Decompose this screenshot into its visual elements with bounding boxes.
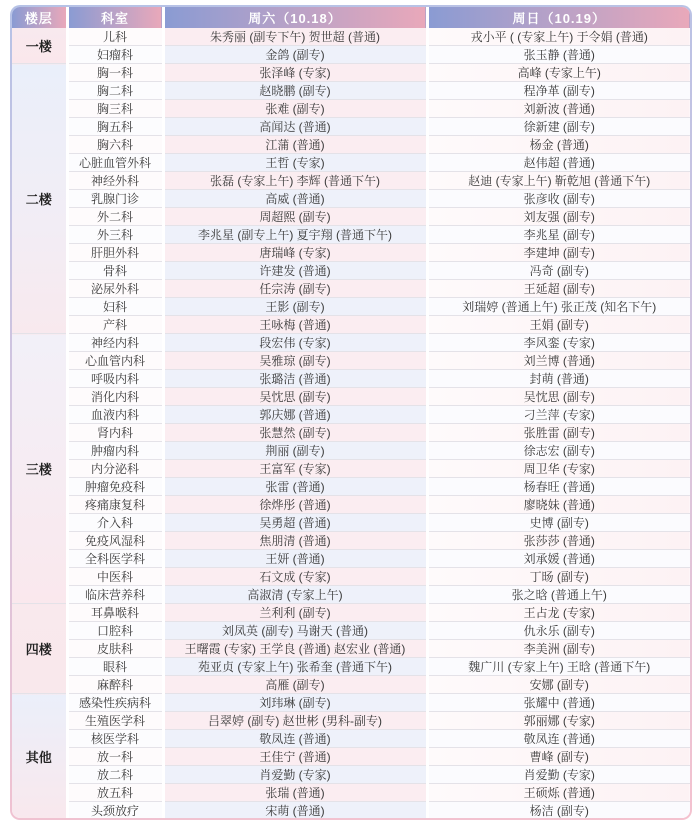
sunday-cell: 肖爱勤 (专家): [427, 766, 690, 784]
saturday-cell: 王富军 (专家): [163, 460, 427, 478]
sunday-cell: 张胜雷 (副专): [427, 424, 690, 442]
table-row: [12, 748, 690, 766]
saturday-cell: 王哲 (专家): [163, 154, 427, 172]
header-sunday: 周日（10.19）: [427, 7, 690, 28]
table-row: [12, 712, 690, 730]
table-row: [12, 280, 690, 298]
department-cell: 全科医学科: [67, 550, 163, 568]
saturday-cell: 李兆星 (副专上午) 夏宇翔 (普通下午): [163, 226, 427, 244]
table-row: [12, 100, 690, 118]
sunday-cell: 王延超 (副专): [427, 280, 690, 298]
saturday-cell: 王咏梅 (普通): [163, 316, 427, 334]
department-cell: 肝胆外科: [67, 244, 163, 262]
department-cell: 放五科: [67, 784, 163, 802]
department-cell: 胸一科: [67, 64, 163, 82]
department-cell: 妇科: [67, 298, 163, 316]
sunday-cell: 徐志宏 (副专): [427, 442, 690, 460]
sunday-cell: 张莎莎 (普通): [427, 532, 690, 550]
sunday-cell: 李建坤 (副专): [427, 244, 690, 262]
sunday-cell: 杨洁 (副专): [427, 802, 690, 819]
table-row: [12, 388, 690, 406]
table-row: [12, 694, 690, 712]
department-cell: 心脏血管外科: [67, 154, 163, 172]
saturday-cell: 周超熙 (副专): [163, 208, 427, 226]
saturday-cell: 张璐洁 (普通): [163, 370, 427, 388]
department-cell: 胸五科: [67, 118, 163, 136]
saturday-cell: 任宗涛 (副专): [163, 280, 427, 298]
department-cell: 放二科: [67, 766, 163, 784]
table-row: [12, 442, 690, 460]
table-header: [12, 7, 690, 28]
table-row: [12, 496, 690, 514]
sunday-cell: 史博 (副专): [427, 514, 690, 532]
sunday-cell: 王硕烁 (普通): [427, 784, 690, 802]
saturday-cell: 郭庆娜 (普通): [163, 406, 427, 424]
sunday-cell: 李美洲 (副专): [427, 640, 690, 658]
sunday-cell: 刘友强 (副专): [427, 208, 690, 226]
saturday-cell: 吴雅琼 (副专): [163, 352, 427, 370]
saturday-cell: 张瑞 (普通): [163, 784, 427, 802]
table-row: [12, 316, 690, 334]
saturday-cell: 吕翠婷 (副专) 赵世彬 (男科-副专): [163, 712, 427, 730]
sunday-cell: 张之晗 (普通上午): [427, 586, 690, 604]
department-cell: 心血管内科: [67, 352, 163, 370]
table-row: [12, 550, 690, 568]
sunday-cell: 程净革 (副专): [427, 82, 690, 100]
saturday-cell: 宋萌 (普通): [163, 802, 427, 819]
schedule-table-body: [12, 28, 690, 818]
table-row: [12, 532, 690, 550]
table-row: [12, 460, 690, 478]
table-row: [12, 514, 690, 532]
table-row: [12, 568, 690, 586]
table-row: [12, 622, 690, 640]
sunday-cell: 周卫华 (专家): [427, 460, 690, 478]
sunday-cell: 徐新建 (副专): [427, 118, 690, 136]
schedule-table: [12, 7, 690, 818]
sunday-cell: 敬凤连 (普通): [427, 730, 690, 748]
table-row: [12, 406, 690, 424]
saturday-cell: 高威 (普通): [163, 190, 427, 208]
table-row: [12, 226, 690, 244]
saturday-cell: 敬凤连 (普通): [163, 730, 427, 748]
saturday-cell: 段宏伟 (专家): [163, 334, 427, 352]
saturday-cell: 徐烨彤 (普通): [163, 496, 427, 514]
department-cell: 乳腺门诊: [67, 190, 163, 208]
sunday-cell: 李风銮 (专家): [427, 334, 690, 352]
table-row: [12, 730, 690, 748]
sunday-cell: 张玉静 (普通): [427, 46, 690, 64]
department-cell: 介入科: [67, 514, 163, 532]
table-inner: [12, 7, 690, 818]
saturday-cell: 朱秀丽 (副专下午) 贺世超 (普通): [163, 28, 427, 46]
sunday-cell: 丁旸 (副专): [427, 568, 690, 586]
saturday-cell: 肖爱勤 (专家): [163, 766, 427, 784]
table-row: [12, 118, 690, 136]
saturday-cell: 高雁 (副专): [163, 676, 427, 694]
table-row: [12, 64, 690, 82]
sunday-cell: 冯奇 (副专): [427, 262, 690, 280]
department-cell: 内分泌科: [67, 460, 163, 478]
table-row: [12, 766, 690, 784]
sunday-cell: 仇永乐 (副专): [427, 622, 690, 640]
saturday-cell: 焦朋清 (普通): [163, 532, 427, 550]
department-cell: 神经外科: [67, 172, 163, 190]
department-cell: 耳鼻喉科: [67, 604, 163, 622]
saturday-cell: 许建发 (普通): [163, 262, 427, 280]
sunday-cell: 刘兰博 (普通): [427, 352, 690, 370]
saturday-cell: 王影 (副专): [163, 298, 427, 316]
table-row: [12, 154, 690, 172]
table-row: [12, 802, 690, 819]
sunday-cell: 高峰 (专家上午): [427, 64, 690, 82]
header-floor: 楼层: [12, 7, 67, 28]
sunday-cell: 吴忱思 (副专): [427, 388, 690, 406]
sunday-cell: 王占龙 (专家): [427, 604, 690, 622]
sunday-cell: 曹峰 (副专): [427, 748, 690, 766]
department-cell: 儿科: [67, 28, 163, 46]
saturday-cell: 金鸽 (副专): [163, 46, 427, 64]
table-frame: [10, 5, 692, 820]
saturday-cell: 王妍 (普通): [163, 550, 427, 568]
saturday-cell: 赵晓鹏 (副专): [163, 82, 427, 100]
saturday-cell: 张难 (副专): [163, 100, 427, 118]
saturday-cell: 江蒲 (普通): [163, 136, 427, 154]
saturday-cell: 苑亚贞 (专家上午) 张希奎 (普通下午): [163, 658, 427, 676]
floor-cell: 三楼: [12, 334, 67, 604]
department-cell: 产科: [67, 316, 163, 334]
saturday-cell: 张雷 (普通): [163, 478, 427, 496]
sunday-cell: 刁兰萍 (专家): [427, 406, 690, 424]
department-cell: 放一科: [67, 748, 163, 766]
sunday-cell: 郭丽娜 (专家): [427, 712, 690, 730]
table-row: [12, 676, 690, 694]
department-cell: 肿瘤内科: [67, 442, 163, 460]
floor-cell: 二楼: [12, 64, 67, 334]
table-row: [12, 604, 690, 622]
sunday-cell: 戎小平 ( (专家上午) 于令娟 (普通): [427, 28, 690, 46]
department-cell: 神经内科: [67, 334, 163, 352]
department-cell: 胸二科: [67, 82, 163, 100]
department-cell: 骨科: [67, 262, 163, 280]
department-cell: 肾内科: [67, 424, 163, 442]
sunday-cell: 刘新波 (普通): [427, 100, 690, 118]
sunday-cell: 赵迪 (专家上午) 靳乾旭 (普通下午): [427, 172, 690, 190]
saturday-cell: 石文成 (专家): [163, 568, 427, 586]
table-row: [12, 370, 690, 388]
table-row: [12, 244, 690, 262]
sunday-cell: 廖晓妹 (普通): [427, 496, 690, 514]
department-cell: 核医学科: [67, 730, 163, 748]
floor-cell: 其他: [12, 694, 67, 819]
department-cell: 外二科: [67, 208, 163, 226]
saturday-cell: 荆丽 (副专): [163, 442, 427, 460]
sunday-cell: 张彦收 (副专): [427, 190, 690, 208]
department-cell: 胸三科: [67, 100, 163, 118]
department-cell: 口腔科: [67, 622, 163, 640]
saturday-cell: 吴忱思 (副专): [163, 388, 427, 406]
saturday-cell: 刘玮琳 (副专): [163, 694, 427, 712]
sunday-cell: 张耀中 (普通): [427, 694, 690, 712]
saturday-cell: 王佳宁 (普通): [163, 748, 427, 766]
department-cell: 皮肤科: [67, 640, 163, 658]
department-cell: 头颈放疗: [67, 802, 163, 819]
sunday-cell: 王娟 (副专): [427, 316, 690, 334]
department-cell: 生殖医学科: [67, 712, 163, 730]
table-row: [12, 298, 690, 316]
department-cell: 眼科: [67, 658, 163, 676]
saturday-cell: 张慧然 (副专): [163, 424, 427, 442]
table-row: [12, 784, 690, 802]
department-cell: 肿瘤免疫科: [67, 478, 163, 496]
table-row: [12, 262, 690, 280]
department-cell: 妇瘤科: [67, 46, 163, 64]
sunday-cell: 安娜 (副专): [427, 676, 690, 694]
table-row: [12, 658, 690, 676]
table-row: [12, 28, 690, 46]
table-row: [12, 586, 690, 604]
table-row: [12, 478, 690, 496]
saturday-cell: 吴勇超 (普通): [163, 514, 427, 532]
department-cell: 血液内科: [67, 406, 163, 424]
department-cell: 外三科: [67, 226, 163, 244]
department-cell: 疼痛康复科: [67, 496, 163, 514]
table-row: [12, 352, 690, 370]
department-cell: 胸六科: [67, 136, 163, 154]
saturday-cell: 高闻达 (普通): [163, 118, 427, 136]
department-cell: 麻醉科: [67, 676, 163, 694]
table-row: [12, 46, 690, 64]
table-row: [12, 172, 690, 190]
header-saturday: 周六（10.18）: [163, 7, 427, 28]
saturday-cell: 高淑清 (专家上午): [163, 586, 427, 604]
sunday-cell: 杨春旺 (普通): [427, 478, 690, 496]
table-row: [12, 190, 690, 208]
sunday-cell: 杨金 (普通): [427, 136, 690, 154]
department-cell: 消化内科: [67, 388, 163, 406]
saturday-cell: 唐瑞峰 (专家): [163, 244, 427, 262]
sunday-cell: 刘承媛 (普通): [427, 550, 690, 568]
department-cell: 中医科: [67, 568, 163, 586]
table-row: [12, 208, 690, 226]
department-cell: 临床营养科: [67, 586, 163, 604]
department-cell: 呼吸内科: [67, 370, 163, 388]
saturday-cell: 刘凤英 (副专) 马谢天 (普通): [163, 622, 427, 640]
sunday-cell: 刘瑞婷 (普通上午) 张正茂 (知名下午): [427, 298, 690, 316]
department-cell: 感染性疾病科: [67, 694, 163, 712]
saturday-cell: 张磊 (专家上午) 李辉 (普通下午): [163, 172, 427, 190]
table-row: [12, 136, 690, 154]
header-department: 科室: [67, 7, 163, 28]
table-row: [12, 82, 690, 100]
table-row: [12, 334, 690, 352]
sunday-cell: 李兆星 (副专): [427, 226, 690, 244]
department-cell: 免疫风湿科: [67, 532, 163, 550]
table-row: [12, 424, 690, 442]
sunday-cell: 魏广川 (专家上午) 王晗 (普通下午): [427, 658, 690, 676]
department-cell: 泌尿外科: [67, 280, 163, 298]
header-row: [12, 7, 690, 28]
saturday-cell: 王曙霞 (专家) 王学良 (普通) 赵宏业 (普通): [163, 640, 427, 658]
saturday-cell: 张泽峰 (专家): [163, 64, 427, 82]
sunday-cell: 封萌 (普通): [427, 370, 690, 388]
table-row: [12, 640, 690, 658]
floor-cell: 四楼: [12, 604, 67, 694]
saturday-cell: 兰利利 (副专): [163, 604, 427, 622]
sunday-cell: 赵伟超 (普通): [427, 154, 690, 172]
floor-cell: 一楼: [12, 28, 67, 64]
